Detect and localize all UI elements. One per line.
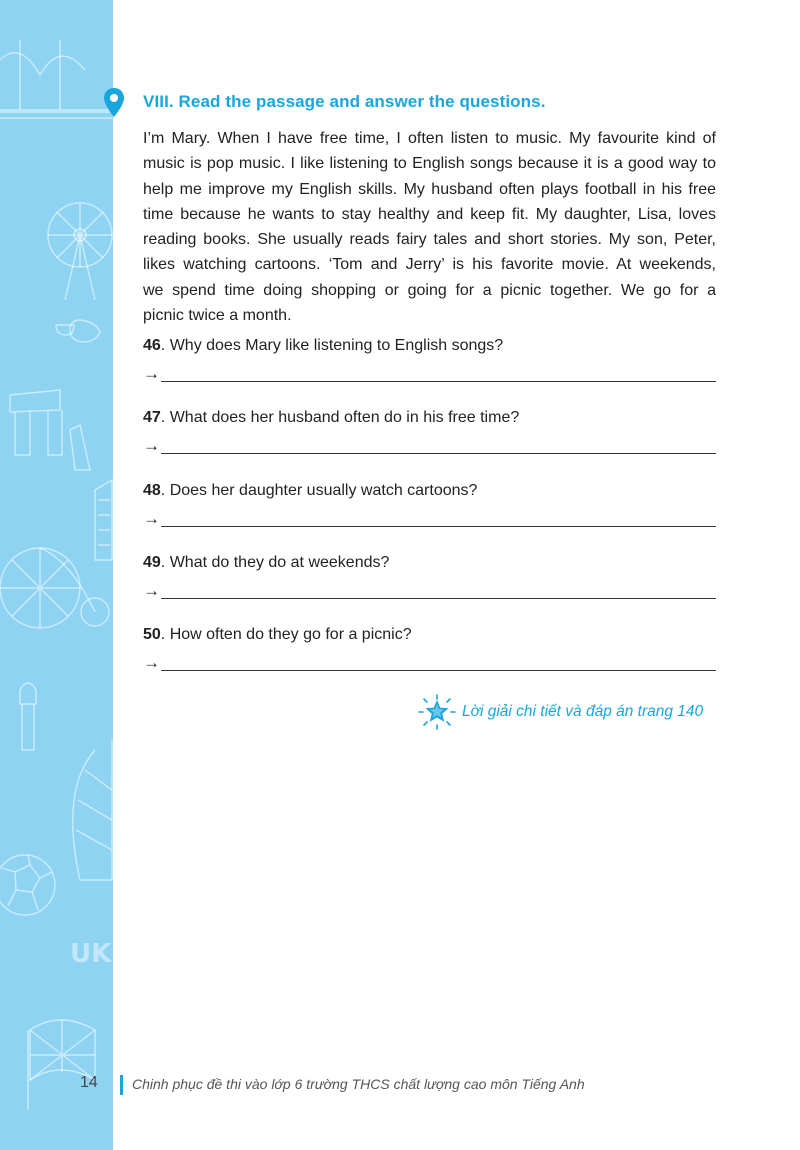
passage-line: help me improve my English skills. My husband often plays football in his free (143, 180, 716, 198)
passage-line: likes watching cartoons. ‘Tom and Jerry’ is his favorite movie. At weekends, (143, 256, 716, 274)
ferris-wheel-icon (48, 203, 112, 300)
tower-icon (95, 480, 112, 560)
passage-line: reading books. She usually reads fairy tales and short stories. My son, Peter, (143, 231, 716, 249)
question-text: . Does her daughter usually watch cartoons? (160, 482, 478, 499)
star-badge-icon (418, 694, 456, 730)
question-46 (143, 336, 716, 402)
question-number: 49 (143, 554, 161, 571)
page-footer (80, 1073, 680, 1097)
answer-underline (161, 453, 716, 454)
decorative-sidebar (0, 0, 113, 1150)
stonehenge-icon (10, 390, 90, 470)
answer-underline (161, 598, 716, 599)
page-number: 14 (80, 1074, 98, 1091)
question-text: . How often do they go for a picnic? (160, 626, 412, 643)
footer-divider (120, 1075, 123, 1095)
arrow-right-icon: → (143, 436, 160, 455)
passage-line: we spend time doing shopping or going for a picnic together. We go for a (143, 281, 716, 299)
passage-line: music is pop music. I like listening to English songs because it is a good way to (143, 155, 716, 173)
question-text: . What does her husband often do in his free time? (160, 409, 520, 426)
uk-landmarks-illustration (0, 0, 113, 1150)
question-49 (143, 553, 716, 619)
uk-watermark: UK (70, 939, 112, 969)
question-47 (143, 408, 716, 474)
arrow-right-icon: → (143, 581, 160, 600)
passage-line: picnic twice a month. (143, 307, 292, 325)
answer-underline (161, 526, 716, 527)
section-title: VIII. Read the passage and answer the questions. (143, 92, 546, 111)
question-text: . Why does Mary like listening to English songs? (160, 337, 504, 354)
question-number: 46 (143, 337, 161, 354)
football-icon (0, 855, 55, 915)
arrow-right-icon: → (143, 364, 160, 383)
passage-line: I’m Mary. When I have free time, I often listen to music. My favourite kind of (143, 130, 716, 147)
arrow-right-icon: → (143, 509, 160, 528)
bicycle-icon (0, 548, 109, 628)
bridge-icon (0, 40, 112, 118)
answer-line[interactable] (143, 362, 716, 386)
question-text: . What do they do at weekends? (160, 554, 390, 571)
question-number: 47 (143, 409, 161, 426)
answer-underline (161, 381, 716, 382)
question-50 (143, 625, 716, 691)
question-48 (143, 481, 716, 547)
answer-line[interactable] (143, 651, 716, 675)
passage-line: time because he wants to stay healthy and keep fit. My daughter, Lisa, loves (143, 205, 716, 223)
arrow-right-icon: → (143, 653, 160, 672)
book-title: Chinh phục đề thi vào lớp 6 trường THCS chất lượng cao môn Tiếng Anh (132, 1076, 585, 1092)
answer-line[interactable] (143, 579, 716, 603)
answer-underline (161, 670, 716, 671)
gherkin-building-icon (73, 740, 112, 880)
teapot-icon (56, 320, 100, 342)
question-number: 48 (143, 482, 161, 499)
answer-reference-text: Lời giải chi tiết và đáp án trang 140 (462, 703, 704, 720)
answer-line[interactable] (143, 434, 716, 458)
guard-icon (20, 683, 36, 750)
answer-line[interactable] (143, 507, 716, 531)
answer-reference (418, 694, 728, 730)
reading-passage (143, 126, 716, 328)
question-number: 50 (143, 626, 161, 643)
map-pin-icon (103, 87, 125, 121)
